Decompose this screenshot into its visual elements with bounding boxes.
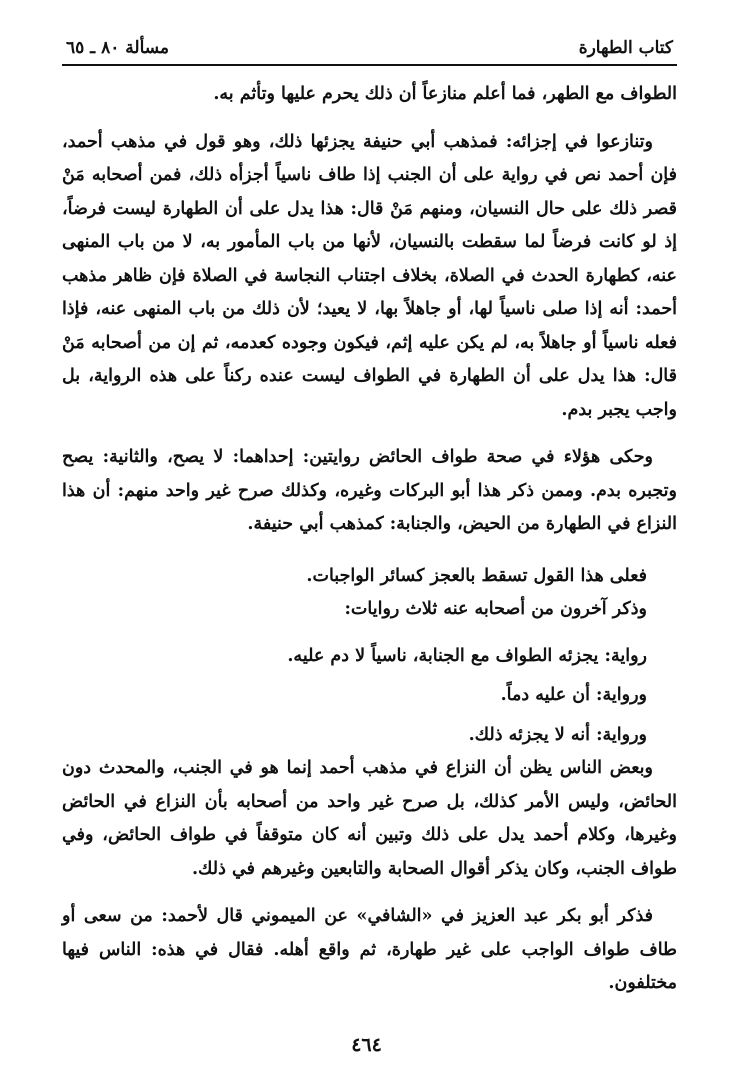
paragraph-8: ورواية: أنه لا يجزئه ذلك. — [468, 724, 647, 745]
page-number: ٤٦٤ — [351, 1034, 382, 1056]
paragraph-2: وتنازعوا في إجزائه: فمذهب أبي حنيفة يجزئها ذلك، وهو قول في مذهب أحمد، فإن أحمد نص في رواية على أن الجنب إذا طاف ناسياً أجزأه ذلك، فمن أصحابه مَنْ قصر ذلك على حال النسيان، ومنهم مَنْ قال: هذا يدل على أن الطهارة ليست فرضاً، إذ لو كانت فرضاً لما سقطت بالنسيان، لأنها من باب المأمور به، لا من باب المنهى عنه، كطهارة الحدث في الصلاة، بخلاف اجتناب النجاسة في الصلاة فإن ظاهر مذهب أحمد: أنه إذا صلى ناسياً لها، أو جاهلاً بها، لا يعيد؛ لأن ذلك من باب المنهى عنه، فإذا فعله ناسياً أو جاهلاً به، لم يكن عليه إثم، فيكون وجوده كعدمه، ثم إن من أصحابه مَنْ قال: هذا يدل على أن الطهارة في الطواف ليست عنده ركناً على هذه الرواية، بل واجب يجبر بدم. — [62, 131, 677, 420]
issue-reference: مسألة ٨٠ ـ ٦٥ — [66, 38, 170, 58]
header-rule — [62, 64, 677, 66]
paragraph-4: فعلى هذا القول تسقط بالعجز كسائر الواجبات. — [306, 565, 647, 586]
running-header — [62, 38, 677, 64]
paragraph-5: وذكر آخرون من أصحابه عنه ثلاث روايات: — [344, 598, 647, 619]
paragraph-6: رواية: يجزئه الطواف مع الجنابة، ناسياً لا دم عليه. — [287, 645, 647, 666]
paragraph-3: وحكى هؤلاء في صحة طواف الحائض روايتين: إحداهما: لا يصح، والثانية: يصح وتجبره بدم. وممن ذكر هذا أبو البركات وغيره، وكذلك صرح غير واحد منهم: أن هذا النزاع في الطهارة من الحيض، والجنابة: كمذهب أبي حنيفة. — [62, 447, 677, 534]
paragraph-7: ورواية: أن عليه دماً. — [500, 685, 647, 705]
book-title: كتاب الطهارة — [578, 38, 673, 58]
paragraph-9: وبعض الناس يظن أن النزاع في مذهب أحمد إنما هو في الجنب، والمحدث دون الحائض، وليس الأمر كذلك، بل صرح غير واحد من أصحابه بأن النزاع في الحائض وغيرها، وكلام أحمد يدل على ذلك وتبين أنه كان متوقفاً في طواف الحائض، وفي طواف الجنب، وكان يذكر أقوال الصحابة والتابعين وغيرهم في ذلك. — [62, 758, 677, 879]
paragraph-10: فذكر أبو بكر عبد العزيز في «الشافي» عن الميموني قال لأحمد: من سعى أو طاف طواف الواجب على غير طهارة، ثم واقع أهله. فقال في هذه: الناس فيها مختلفون. — [62, 906, 677, 993]
paragraph-1: الطواف مع الطهر، فما أعلم منازعاً أن ذلك يحرم عليها وتأثم به. — [213, 84, 677, 104]
